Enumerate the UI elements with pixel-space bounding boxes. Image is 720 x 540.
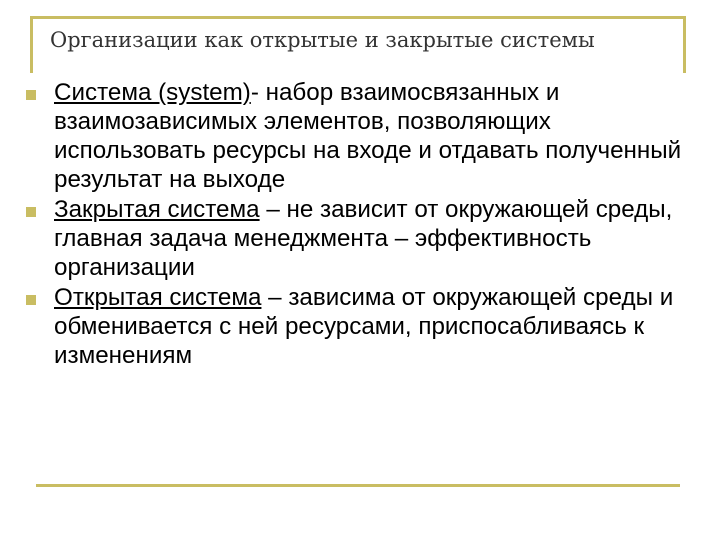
definition-system: - набор взаимосвязанных и взаимозависимых элементов, позволяющих использовать ресурсы на входе и отдавать полученный результат на выходе bbox=[54, 79, 682, 193]
list-item bbox=[26, 195, 706, 282]
term-open-system: Открытая система bbox=[54, 284, 262, 311]
slide-title: Организации как открытые и закрытые системы bbox=[50, 28, 595, 52]
list-item bbox=[26, 283, 706, 370]
list-item bbox=[26, 78, 706, 194]
square-bullet-icon bbox=[26, 90, 36, 100]
term-closed-system: Закрытая система bbox=[54, 196, 260, 223]
definition-open-system: – зависима от окружающей среды и обменивается с ней ресурсами, приспосабливаясь к изменениям bbox=[54, 284, 674, 369]
bullet-list bbox=[26, 78, 706, 371]
bottom-divider bbox=[36, 484, 680, 487]
square-bullet-icon bbox=[26, 295, 36, 305]
square-bullet-icon bbox=[26, 207, 36, 217]
definition-closed-system: – не зависит от окружающей среды, главная задача менеджмента – эффективность организации bbox=[54, 196, 673, 281]
term-system: Система (system) bbox=[54, 79, 251, 106]
